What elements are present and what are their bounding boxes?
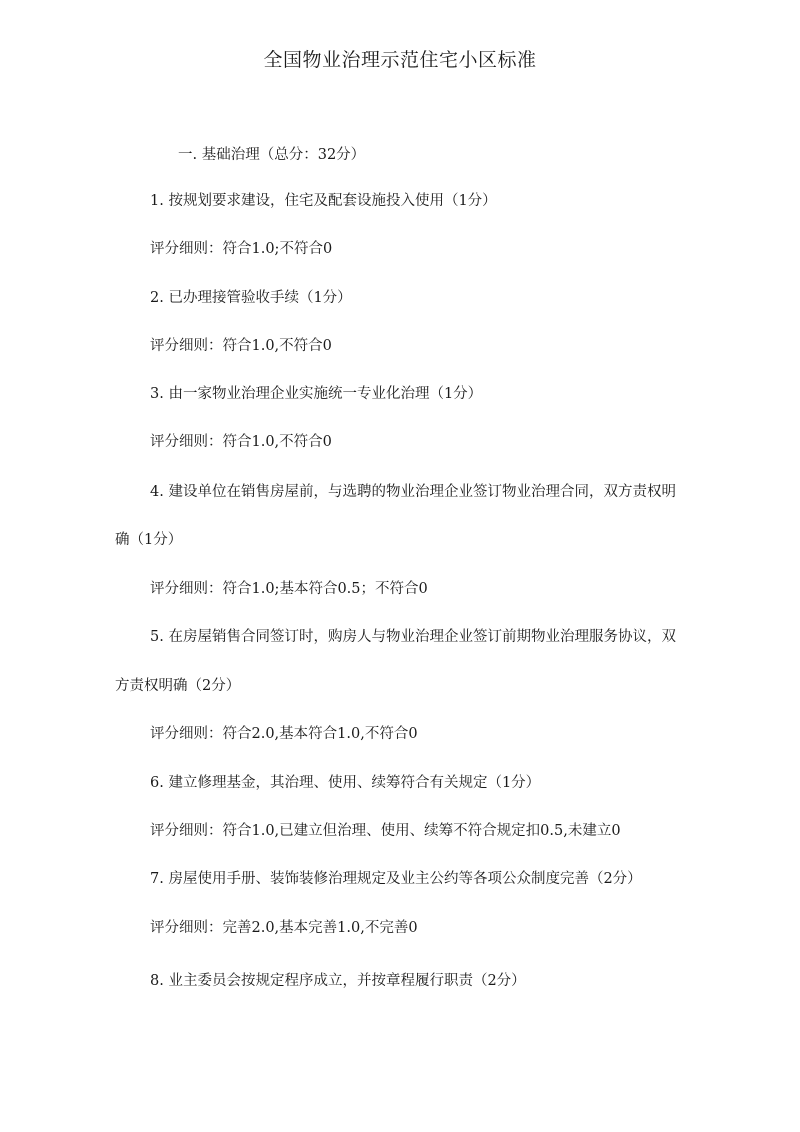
criterion-item-5-continuation: 方责权明确（2分） [115, 678, 241, 694]
scoring-detail-3: 评分细则：符合1.0,不符合0 [150, 434, 332, 450]
criterion-item-4: 4. 建设单位在销售房屋前，与选聘的物业治理企业签订物业治理合同，双方责权明 [150, 484, 676, 500]
scoring-detail-1: 评分细则：符合1.0;不符合0 [150, 241, 333, 257]
scoring-detail-2: 评分细则：符合1.0,不符合0 [150, 338, 332, 354]
scoring-detail-6: 评分细则：符合1.0,已建立但治理、使用、续筹不符合规定扣0.5,未建立0 [150, 823, 621, 839]
criterion-item-4-continuation: 确（1分） [115, 532, 183, 548]
scoring-detail-5: 评分细则：符合2.0,基本符合1.0,不符合0 [150, 726, 418, 742]
criterion-item-3: 3. 由一家物业治理企业实施统一专业化治理（1分） [150, 386, 483, 402]
criterion-item-2: 2. 已办理接管验收手续（1分） [150, 290, 352, 306]
criterion-item-6: 6. 建立修理基金，其治理、使用、续筹符合有关规定（1分） [150, 775, 541, 791]
document-title: 全国物业治理示范住宅小区标准 [263, 49, 537, 71]
section-heading-basic-management: 一. 基础治理（总分：32分） [178, 147, 366, 163]
criterion-item-7: 7. 房屋使用手册、装饰装修治理规定及业主公约等各项公众制度完善（2分） [150, 871, 642, 887]
scoring-detail-7: 评分细则：完善2.0,基本完善1.0,不完善0 [150, 920, 418, 936]
scoring-detail-4: 评分细则：符合1.0;基本符合0.5；不符合0 [150, 581, 428, 597]
criterion-item-1: 1. 按规划要求建设，住宅及配套设施投入使用（1分） [150, 193, 497, 209]
criterion-item-5: 5. 在房屋销售合同签订时，购房人与物业治理企业签订前期物业治理服务协议，双 [150, 629, 676, 645]
criterion-item-8: 8. 业主委员会按规定程序成立，并按章程履行职责（2分） [150, 973, 526, 989]
